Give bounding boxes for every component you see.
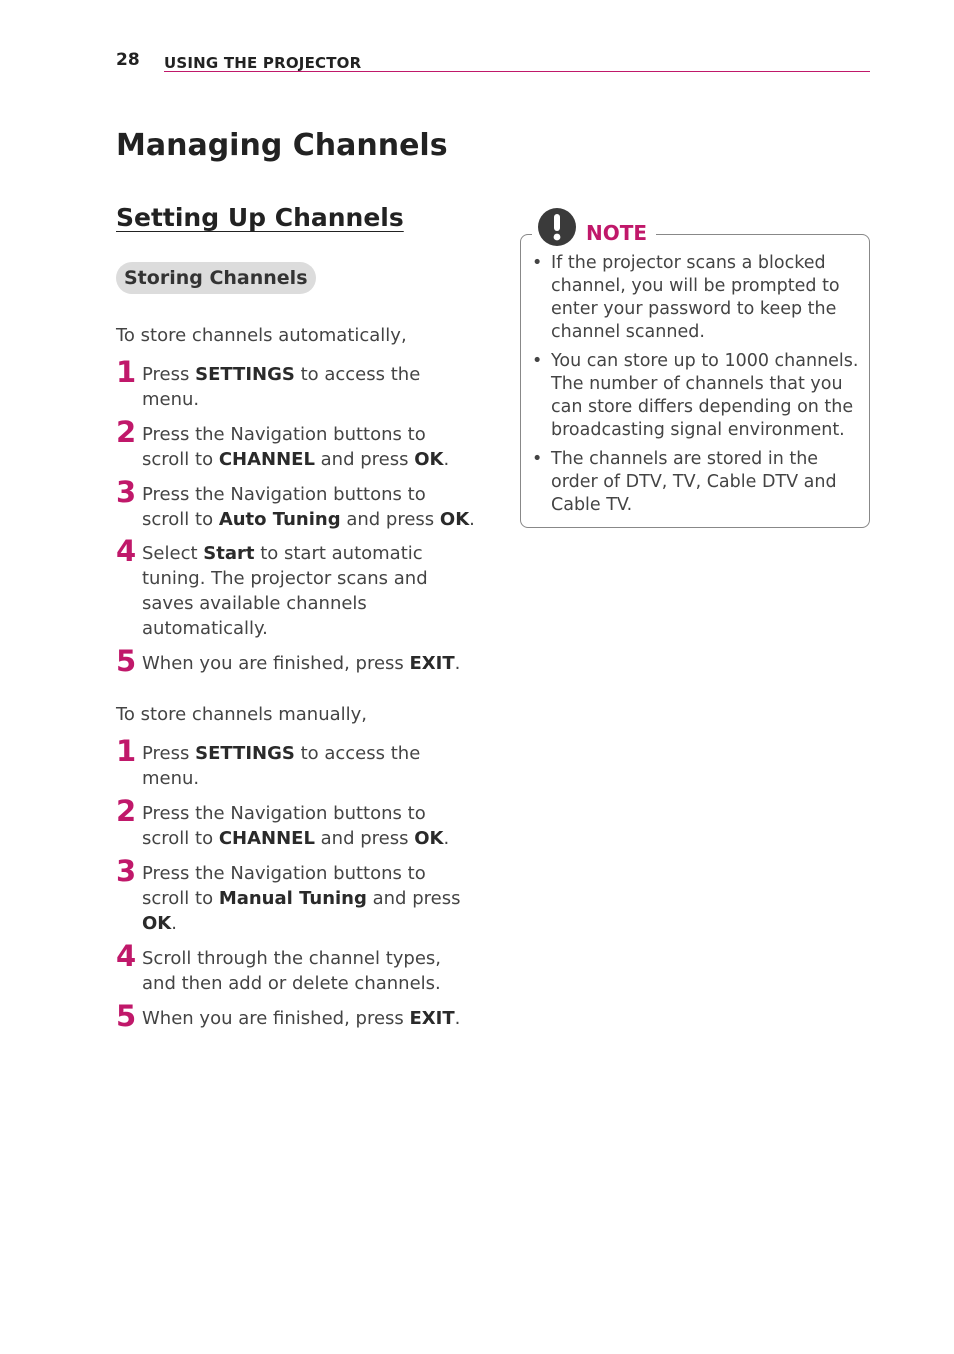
step-keyword: EXIT bbox=[409, 1008, 455, 1029]
step-text: and press bbox=[314, 828, 415, 849]
step-text: . bbox=[443, 828, 450, 849]
manual-intro: To store channels manually, bbox=[116, 704, 368, 725]
step-text: When you are finished, press bbox=[142, 1008, 410, 1029]
step-number: 1 bbox=[116, 734, 137, 768]
step-number: 2 bbox=[116, 794, 137, 828]
note-text: The channels are stored in the order of DTV, TV, Cable DTV and Cable TV. bbox=[551, 449, 837, 515]
step-item bbox=[116, 794, 476, 851]
step-number: 3 bbox=[116, 475, 137, 509]
step-keyword: SETTINGS bbox=[195, 743, 295, 764]
header-rule bbox=[164, 71, 870, 72]
step-item bbox=[116, 999, 476, 1033]
step-keyword: SETTINGS bbox=[195, 364, 295, 385]
step-text: and press bbox=[314, 449, 415, 470]
step-item bbox=[116, 415, 476, 472]
step-text: to access the menu. bbox=[142, 743, 421, 789]
step-text: . bbox=[469, 509, 475, 530]
step-item bbox=[116, 534, 476, 641]
step-text: . bbox=[443, 449, 450, 470]
step-number: 4 bbox=[116, 534, 137, 568]
step-item bbox=[116, 355, 476, 412]
step-item bbox=[116, 644, 476, 678]
manual-steps bbox=[116, 734, 476, 1033]
step-number: 1 bbox=[116, 355, 137, 389]
step-text: Press the Navigation buttons to scroll to bbox=[142, 484, 426, 530]
step-text: Press the Navigation buttons to scroll to bbox=[142, 424, 426, 470]
step-keyword: Manual Tuning bbox=[218, 888, 367, 909]
step-text: When you are finished, press bbox=[142, 653, 410, 674]
step-item bbox=[116, 475, 476, 532]
page-number: 28 bbox=[116, 50, 140, 70]
step-text: and press bbox=[340, 509, 440, 530]
auto-steps bbox=[116, 355, 476, 678]
step-number: 5 bbox=[116, 644, 137, 678]
step-text: Select bbox=[142, 543, 204, 564]
note-text: If the projector scans a blocked channel, you will be prompted to enter your password to keep the channel scanned. bbox=[551, 253, 840, 342]
step-item bbox=[116, 854, 476, 936]
step-keyword: CHANNEL bbox=[218, 449, 315, 470]
step-keyword: OK bbox=[414, 449, 444, 470]
step-keyword: OK bbox=[439, 509, 470, 530]
auto-intro: To store channels automatically, bbox=[116, 325, 407, 346]
note-item bbox=[530, 252, 866, 344]
subsection-title: Storing Channels bbox=[116, 262, 316, 294]
step-text: Press bbox=[142, 364, 196, 385]
step-text: . bbox=[454, 1008, 461, 1029]
step-item bbox=[116, 734, 476, 791]
note-item bbox=[530, 448, 866, 517]
bullet-icon: • bbox=[532, 351, 543, 371]
section-title: Setting Up Channels bbox=[116, 203, 404, 232]
step-text: Press the Navigation buttons to scroll to bbox=[142, 863, 426, 909]
step-keyword: OK bbox=[142, 913, 172, 934]
step-text: to access the menu. bbox=[142, 364, 421, 410]
page-title: Managing Channels bbox=[116, 128, 448, 163]
step-keyword: Start bbox=[203, 543, 255, 564]
running-header: USING THE PROJECTOR bbox=[164, 54, 362, 72]
step-text: Press bbox=[142, 743, 196, 764]
step-text: . bbox=[171, 913, 177, 934]
note-item bbox=[530, 350, 866, 442]
step-item bbox=[116, 939, 476, 996]
note-label: NOTE bbox=[586, 221, 648, 245]
step-number: 3 bbox=[116, 854, 137, 888]
step-keyword: EXIT bbox=[409, 653, 455, 674]
step-text: to start automatic tuning. The projector scans and saves available channels automatically. bbox=[142, 543, 428, 639]
bullet-icon: • bbox=[532, 449, 543, 469]
step-text: . bbox=[454, 653, 461, 674]
step-number: 5 bbox=[116, 999, 137, 1033]
step-text: Press the Navigation buttons to scroll to bbox=[142, 803, 426, 849]
step-number: 2 bbox=[116, 415, 137, 449]
step-text: Scroll through the channel types, and then add or delete channels. bbox=[142, 948, 442, 994]
step-text: and press bbox=[366, 888, 461, 909]
step-keyword: OK bbox=[414, 828, 444, 849]
note-list bbox=[530, 252, 866, 523]
step-keyword: CHANNEL bbox=[218, 828, 315, 849]
bullet-icon: • bbox=[532, 253, 543, 273]
step-keyword: Auto Tuning bbox=[218, 509, 341, 530]
exclamation-icon bbox=[537, 207, 577, 247]
step-number: 4 bbox=[116, 939, 137, 973]
note-text: You can store up to 1000 channels. The number of channels that you can store differs depending on the broadcasting signal environment. bbox=[551, 351, 859, 440]
